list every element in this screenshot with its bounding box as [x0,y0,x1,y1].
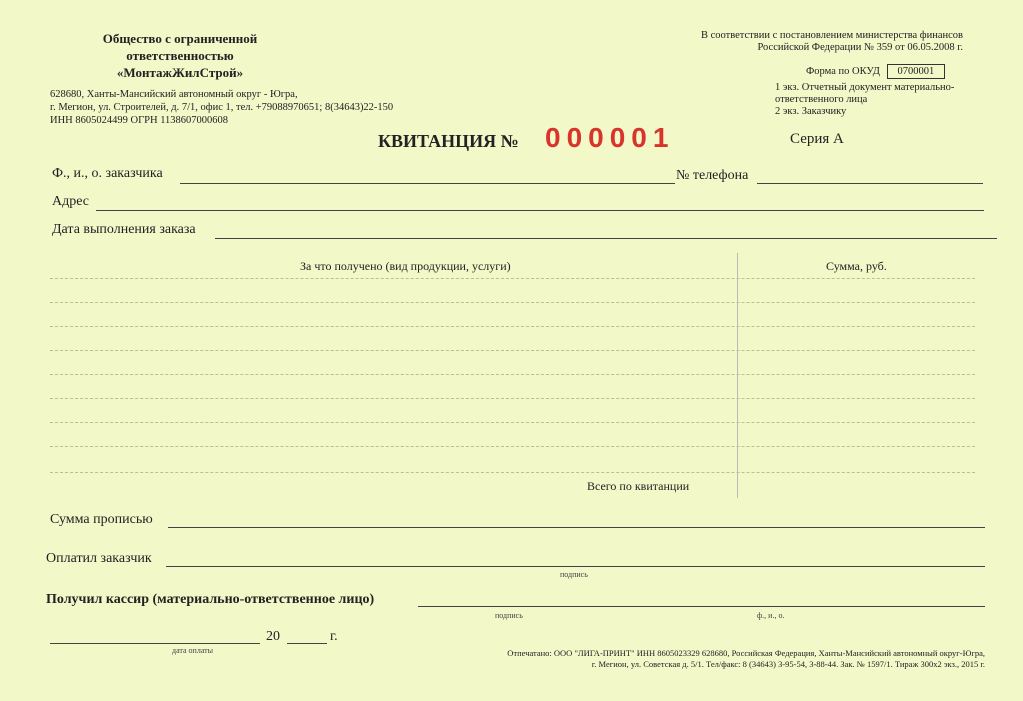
pay-date-hint: дата оплаты [172,646,214,655]
cashier-signature-hint: подпись [495,611,523,620]
table-row[interactable] [50,350,975,351]
copy2-line: 2 экз. Заказчику [775,106,847,117]
okud-label: Форма по ОКУД [806,66,880,77]
organization-address [50,88,393,127]
org-ids: ИНН 8605024499 ОГРН 1138607000608 [50,115,229,126]
address-line1: 628680, Ханты-Мансийский автономный округ - Югра, [50,89,298,100]
date-done-label: Дата выполнения заказа [52,222,196,237]
printer-info [400,648,985,670]
paid-by-label: Оплатил заказчик [46,551,152,566]
printer-line2: г. Мегион, ул. Советская д. 5/1. Тел/факс: 8 (34643) 3-95-54, 3-88-44. Зак. № 1597/1. Тираж 300х2 экз., 2015 г. [591,659,985,669]
year-prefix: 20 [266,629,280,644]
phone-label: № телефона [676,168,749,183]
copy1-line-a: 1 экз. Отчетный документ материально- [775,82,955,93]
pay-date-field[interactable] [50,643,260,644]
copies-info [775,82,954,118]
customer-field[interactable] [180,183,675,184]
paid-by-field[interactable] [166,566,985,567]
printer-line1: Отпечатано: ООО "ЛИГА-ПРИНТ" ИНН 8605023329 628680, Российская Федерация, Ханты-Мансийский автономный округ-Югра, [507,648,985,658]
table-row[interactable] [50,278,975,279]
table-row[interactable] [50,472,975,473]
signature-hint: подпись [560,570,588,579]
org-name-line2: ответственностью [126,48,234,63]
sum-words-label: Сумма прописью [50,512,153,527]
address-line2: г. Мегион, ул. Строителей, д. 7/1, офис 1, тел. +79088970651; 8(34643)22-150 [50,102,394,113]
receipt-number: 000001 [545,122,675,153]
table-row[interactable] [50,446,975,447]
decree-reference [701,30,963,54]
okud-form [806,64,945,79]
organization-header [30,30,330,81]
org-name-line3: «МонтажЖилСтрой» [116,65,244,80]
cashier-fio-hint: ф., и., о. [757,611,785,620]
copy1-line-b: ответственного лица [775,94,868,105]
receipt-title: КВИТАНЦИЯ № [378,131,519,151]
decree-line1: В соответствии с постановлением министерства финансов [701,30,963,41]
table-row[interactable] [50,326,975,327]
address-field[interactable] [96,210,984,211]
date-done-field[interactable] [215,238,997,239]
table-row[interactable] [50,302,975,303]
decree-line2: Российской Федерации № 359 от 06.05.2008 г. [757,42,963,53]
okud-code: 0700001 [887,64,946,79]
cashier-label: Получил кассир (материально-ответственное лицо) [46,592,375,607]
column-divider [737,253,738,498]
services-table [50,253,975,498]
org-name-line1: Общество с ограниченной [102,31,258,46]
phone-field[interactable] [757,183,983,184]
year-field[interactable] [287,643,327,644]
table-row[interactable] [50,374,975,375]
table-total-label: Всего по квитанции [587,479,690,493]
year-suffix: г. [330,629,338,644]
customer-label: Ф., и., о. заказчика [52,166,163,181]
table-row[interactable] [50,398,975,399]
cashier-field[interactable] [418,606,985,607]
receipt-series: Серия А [790,131,844,147]
col-header-sum: Сумма, руб. [826,259,887,273]
address-label: Адрес [52,194,90,209]
table-row[interactable] [50,422,975,423]
sum-words-field[interactable] [168,527,985,528]
col-header-service: За что получено (вид продукции, услуги) [300,259,511,273]
